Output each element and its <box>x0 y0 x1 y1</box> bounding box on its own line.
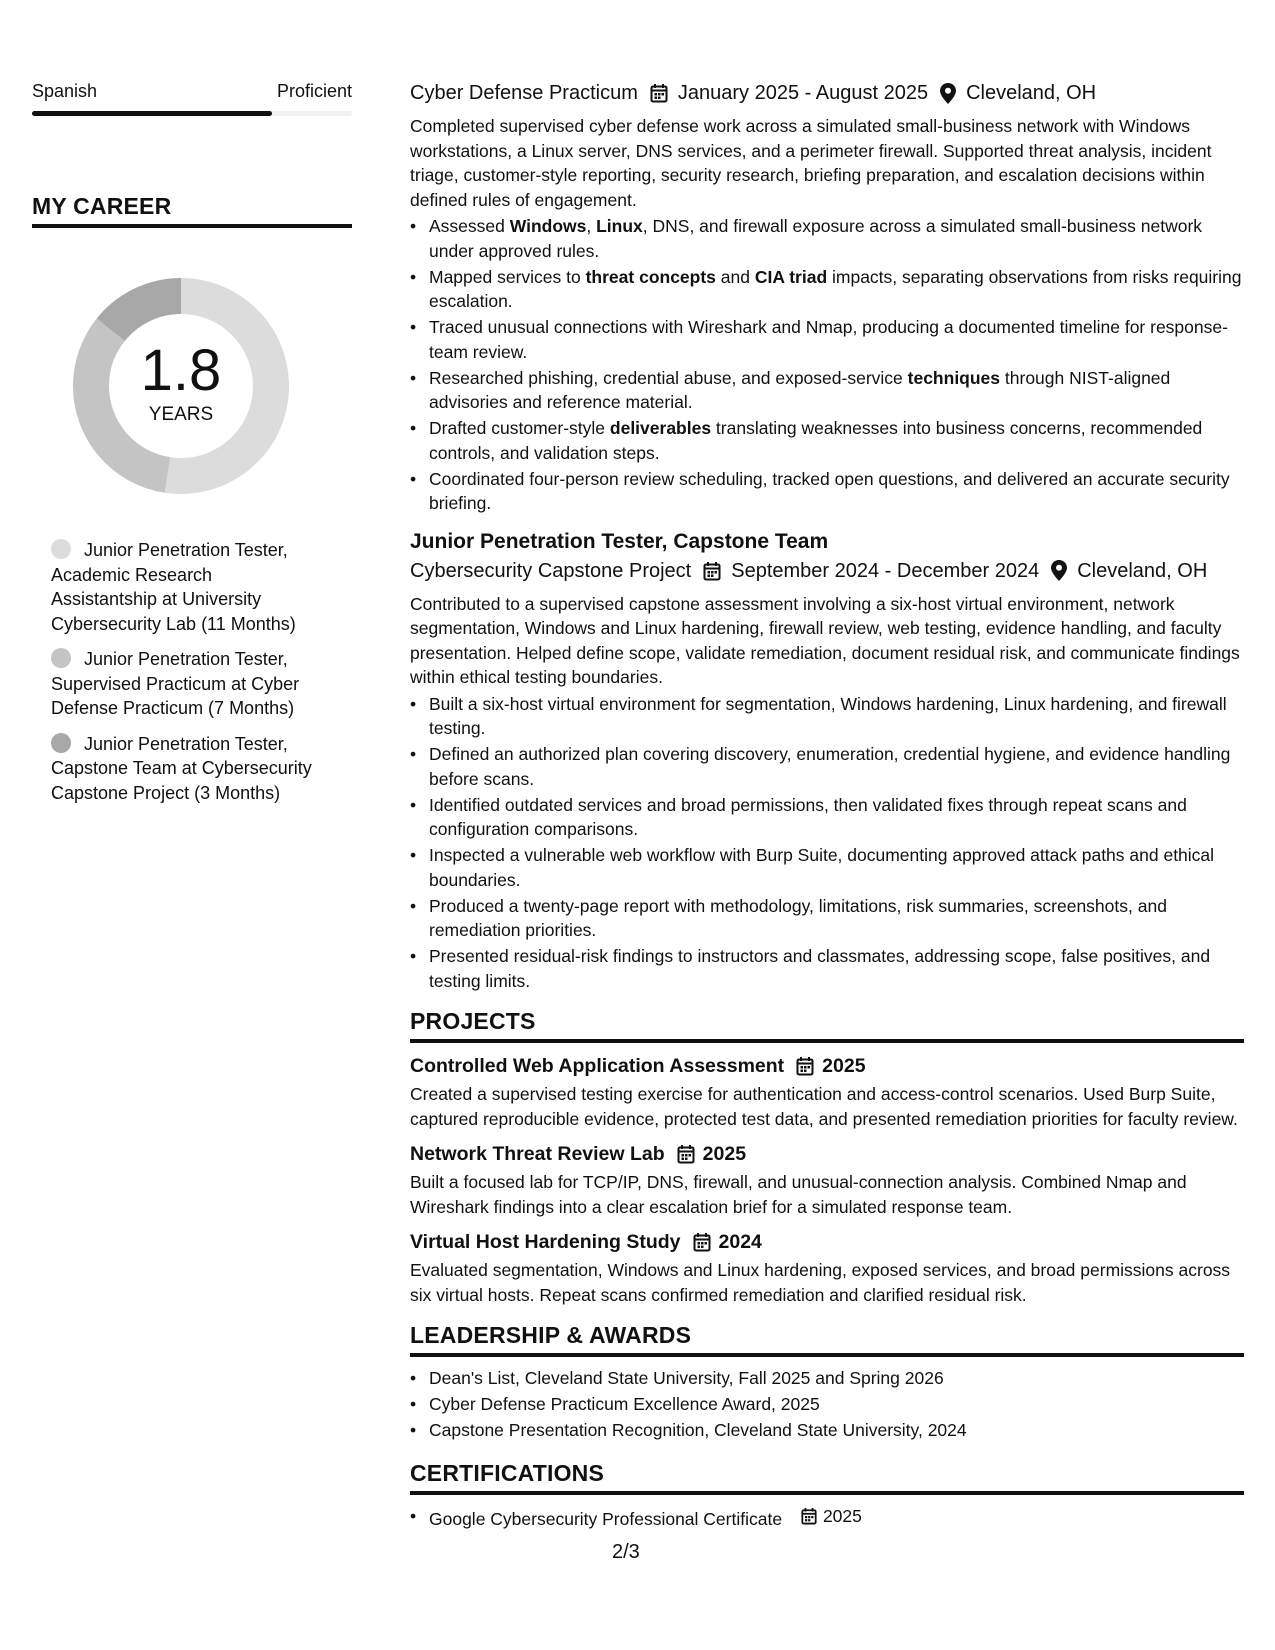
experience-summary: Completed supervised cyber defense work across a simulated small-business network with Windows workstations, a Linux server, DNS services, and a perimeter firewall. Supported threat analysis, incident triage, customer-style reporting, security research, briefing preparation, and escalation decisions within defined rules of engagement. <box>410 116 1212 210</box>
leadership-item: • Dean's List, Cleveland State University, Fall 2025 and Spring 2026 <box>410 1365 1244 1391</box>
experience-bullet: • Inspected a vulnerable web workflow with Burp Suite, documenting approved attack paths and ethical boundaries. <box>410 843 1244 892</box>
certification-item <box>410 1503 1244 1532</box>
experience-entry <box>410 528 1244 994</box>
certifications-section-title: CERTIFICATIONS <box>410 1460 605 1486</box>
calendar-icon <box>650 83 668 103</box>
certification-name: Google Cybersecurity Professional Certificate <box>429 1509 783 1529</box>
project-entry <box>410 1053 1244 1131</box>
project-heading <box>410 1141 1244 1167</box>
certifications-section <box>410 1459 1244 1532</box>
experience-bullet: • Researched phishing, credential abuse, and exposed-service techniques through NIST-aligned advisories and reference material. <box>410 366 1244 415</box>
projects-section-title: PROJECTS <box>410 1008 536 1034</box>
experience-bullet: • Assessed Windows, Linux, DNS, and firewall exposure across a simulated small-business network under approved rules. <box>410 214 1244 263</box>
experience-org: Cyber Defense Practicum <box>410 82 638 104</box>
map-pin-icon <box>1051 560 1067 581</box>
career-total-unit: YEARS <box>148 404 214 425</box>
project-description: Created a supervised testing exercise for authentication and access-control scenarios. Used Burp Suite, captured reproducible evidence, protected test data, and presented remediation priorities for faculty review. <box>410 1084 1238 1129</box>
experience-bullet: • Built a six-host virtual environment for segmentation, Windows hardening, Linux hardening, and firewall testing. <box>410 692 1244 741</box>
project-year: 2025 <box>702 1143 747 1165</box>
experience-summary: Contributed to a supervised capstone assessment involving a six-host virtual environment, network segmentation, Windows and Linux hardening, firewall review, web testing, evidence handling, and faculty presentation. Helped define scope, validate remediation, document residual risk, and communicate findings within ethical testing boundaries. <box>410 593 1240 687</box>
legend-dot-icon <box>51 539 71 559</box>
legend-dot-icon <box>51 733 71 753</box>
experience-meta <box>410 80 1244 106</box>
calendar-icon <box>703 561 721 581</box>
section-divider <box>410 1491 1244 1495</box>
career-legend-text: Junior Penetration Tester, Academic Research Assistantship at University Cybersecurity Lab (11 Months) <box>51 540 296 634</box>
experience-title: Junior Penetration Tester, Capstone Team <box>410 529 829 553</box>
project-year: 2025 <box>822 1055 866 1077</box>
right-column <box>410 80 1244 1532</box>
project-year: 2024 <box>718 1231 762 1253</box>
career-legend-item <box>51 732 321 806</box>
experience-dates: September 2024 - December 2024 <box>731 559 1040 582</box>
leadership-section-title: LEADERSHIP & AWARDS <box>410 1322 692 1348</box>
project-description: Built a focused lab for TCP/IP, DNS, firewall, and unusual-connection analysis. Combined Nmap and Wireshark findings into a clear escalation brief for a simulated response team. <box>410 1172 1187 1217</box>
projects-section <box>410 1007 1244 1307</box>
experience-bullet: • Produced a twenty-page report with methodology, limitations, risk summaries, screenshots, and remediation priorities. <box>410 894 1244 943</box>
experience-bullet: • Presented residual-risk findings to instructors and classmates, addressing scope, false positives, and testing limits. <box>410 944 1244 993</box>
experience-meta <box>410 558 1244 584</box>
career-legend-text: Junior Penetration Tester, Supervised Practicum at Cyber Defense Practicum (7 Months) <box>51 649 300 718</box>
calendar-icon <box>796 1056 814 1076</box>
project-name: Controlled Web Application Assessment <box>410 1055 785 1077</box>
left-column <box>32 80 352 816</box>
experience-location: Cleveland, OH <box>1077 559 1208 582</box>
calendar-icon <box>693 1232 711 1252</box>
career-total-value: 1.8 <box>140 338 222 403</box>
project-heading <box>410 1053 1244 1079</box>
section-divider <box>410 1039 1244 1043</box>
leadership-item: • Capstone Presentation Recognition, Cleveland State University, 2024 <box>410 1417 1244 1443</box>
language-level: Proficient <box>276 81 352 101</box>
project-description: Evaluated segmentation, Windows and Linux hardening, exposed services, and broad permissions across six virtual hosts. Repeat scans confirmed remediation and clarified residual risk. <box>410 1260 1231 1305</box>
leadership-list <box>410 1365 1244 1443</box>
language-name: Spanish <box>32 81 98 101</box>
language-proficiency-fill <box>32 111 272 116</box>
career-donut-chart <box>65 270 297 502</box>
experience-bullet: • Drafted customer-style deliverables translating weaknesses into business concerns, recommended controls, and validation steps. <box>410 416 1244 465</box>
experience-bullet: • Mapped services to threat concepts and CIA triad impacts, separating observations from risks requiring escalation. <box>410 265 1244 314</box>
experience-bullet: • Coordinated four-person review scheduling, tracked open questions, and delivered an accurate security briefing. <box>410 467 1244 516</box>
language-proficiency-bar <box>32 111 352 116</box>
experience-bullet: • Defined an authorized plan covering discovery, enumeration, credential hygiene, and evidence handling before scans. <box>410 742 1244 791</box>
certifications-list <box>410 1503 1244 1532</box>
project-name: Virtual Host Hardening Study <box>410 1231 681 1253</box>
experience-bullet: • Traced unusual connections with Wireshark and Nmap, producing a documented timeline for response-team review. <box>410 315 1244 364</box>
legend-dot-icon <box>51 648 71 668</box>
experience-bullets <box>410 214 1244 516</box>
section-divider <box>410 1353 1244 1357</box>
certification-year: 2025 <box>822 1506 862 1526</box>
certification-date <box>801 1503 862 1529</box>
section-divider <box>32 224 352 228</box>
career-legend-item <box>51 647 321 721</box>
donut-center <box>65 270 297 502</box>
experience-bullets <box>410 692 1244 994</box>
map-pin-icon <box>940 83 956 104</box>
language-row <box>32 80 352 102</box>
project-name: Network Threat Review Lab <box>410 1143 665 1165</box>
leadership-section <box>410 1321 1244 1443</box>
career-section-title: MY CAREER <box>32 193 172 219</box>
calendar-icon <box>677 1144 695 1164</box>
experience-location: Cleveland, OH <box>966 82 1097 104</box>
career-legend <box>51 538 321 805</box>
career-legend-text: Junior Penetration Tester, Capstone Team at Cybersecurity Capstone Project (3 Months) <box>51 733 312 803</box>
experience-org: Cybersecurity Capstone Project <box>410 559 692 582</box>
experience-entry <box>410 80 1244 516</box>
project-heading <box>410 1229 1244 1255</box>
project-entry <box>410 1229 1244 1307</box>
calendar-icon <box>801 1507 817 1525</box>
experience-bullet: • Identified outdated services and broad permissions, then validated fixes through repeat scans and configuration comparisons. <box>410 793 1244 842</box>
experience-dates: January 2025 - August 2025 <box>677 82 929 104</box>
project-entry <box>410 1141 1244 1219</box>
leadership-item: • Cyber Defense Practicum Excellence Award, 2025 <box>410 1391 1244 1417</box>
career-legend-item <box>51 538 321 636</box>
page-number: 2/3 <box>612 1541 640 1563</box>
